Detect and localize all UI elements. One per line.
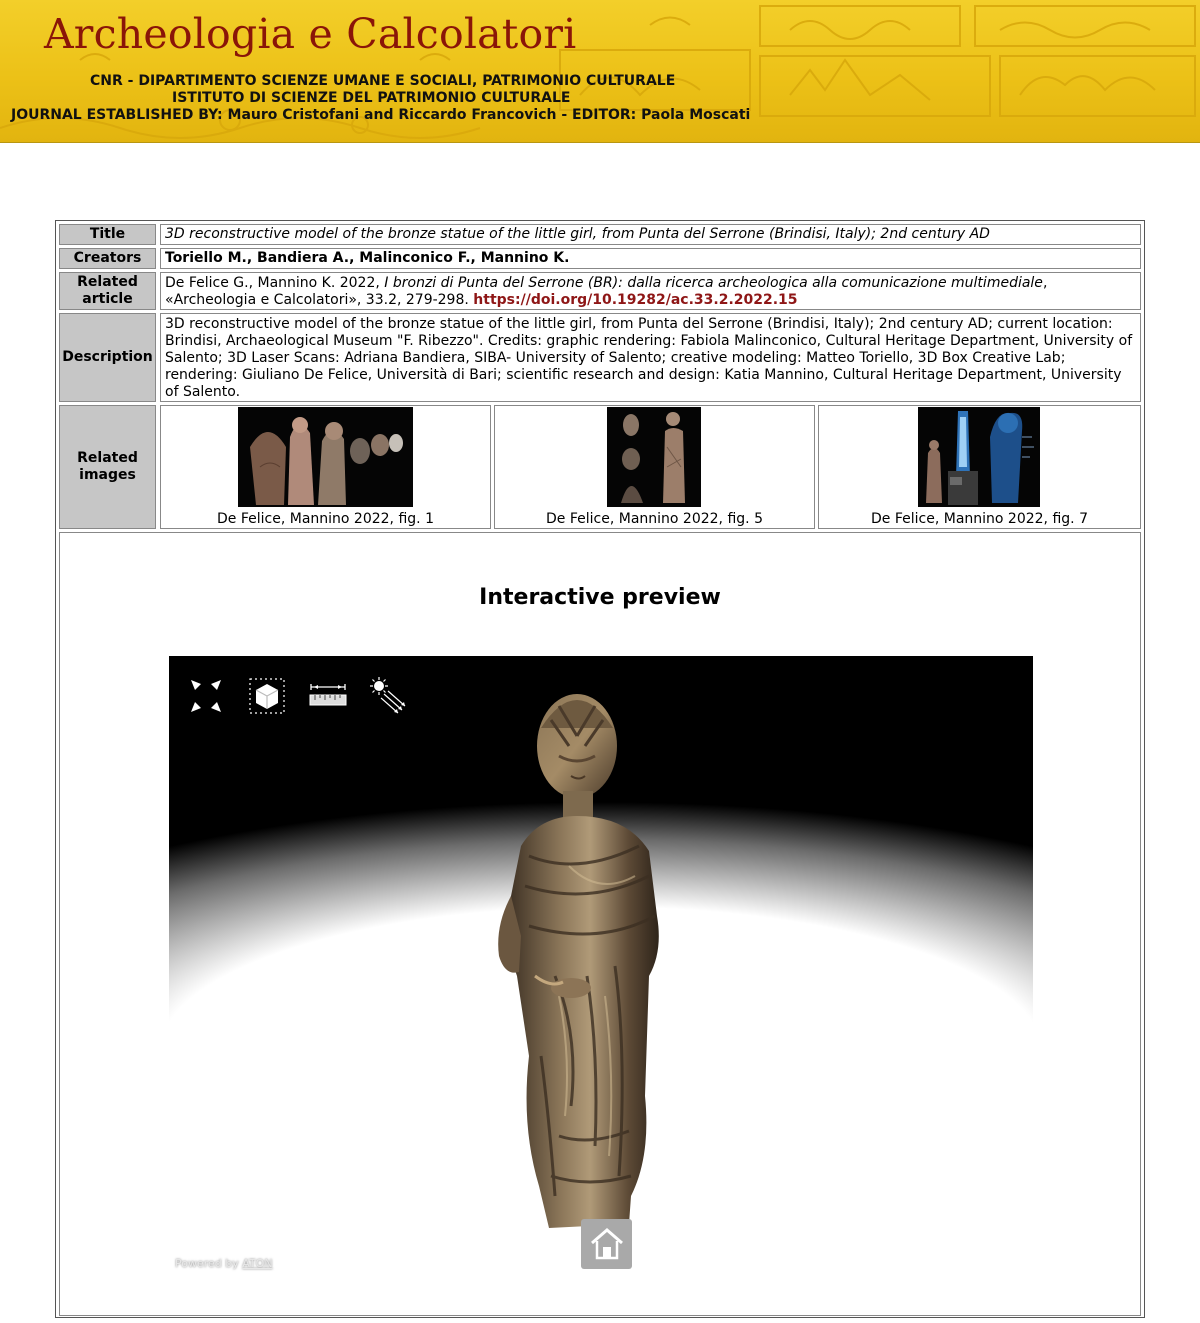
related-image-cell[interactable] (494, 405, 815, 529)
header-department: CNR - DIPARTIMENTO SCIENZE UMANE E SOCIALI, PATRIMONIO CULTURALE (90, 73, 676, 89)
measure-ruler-icon[interactable] (308, 676, 348, 716)
fullscreen-icon[interactable] (186, 676, 226, 716)
journal-title: Archeologia e Calcolatori (44, 10, 577, 58)
interactive-preview-heading: Interactive preview (479, 585, 721, 610)
article-title: I bronzi di Punta del Serrone (BR): dalla ricerca archeologica alla comunicazione multimediale (384, 275, 1043, 291)
header-founders-editor: JOURNAL ESTABLISHED BY: Mauro Cristofani and Riccardo Francovich - EDITOR: Paola Moscati (11, 107, 751, 123)
powered-by-text: Powered by (175, 1257, 243, 1270)
record-table (55, 220, 1145, 1318)
related-image-cell[interactable] (160, 405, 491, 529)
doi-link[interactable]: https://doi.org/10.19282/ac.33.2.2022.15 (473, 292, 798, 308)
reset-view-button[interactable] (581, 1219, 632, 1269)
description-value: 3D reconstructive model of the bronze statue of the little girl, from Punta del Serrone (Brindisi, Italy); 2nd century AD; current location: Brindisi, Archaeological Museum "F. Ribezzo". Credits: graphic rendering: Fabiola Malinconico, Cultural Heritage Department, University of Salento; 3D Laser Scans: Adriana Bandiera, SIBA- University of Salento; creative modeling: Matteo Toriello, 3D Box Creative Lab; rendering: Giuliano De Felice, Università di Bari; scientific research and design: Katia Mannino, Cultural Heritage Department, University of Salento. (160, 313, 1141, 402)
header-institute: ISTITUTO DI SCIENZE DEL PATRIMONIO CULTURALE (172, 90, 571, 106)
title-value: 3D reconstructive model of the bronze statue of the little girl, from Punta del Serrone (Brindisi, Italy); 2nd century AD (160, 224, 1141, 245)
article-authors: De Felice G., Mannino K. 2022, (165, 275, 385, 291)
interactive-preview-cell (59, 532, 1141, 1316)
related-image-cell[interactable] (818, 405, 1141, 529)
creators-value: Toriello M., Bandiera A., Malinconico F., Mannino K. (160, 248, 1141, 269)
related-image-caption: De Felice, Mannino 2022, fig. 1 (217, 511, 434, 527)
creators-label: Creators (59, 248, 156, 269)
3d-viewer-canvas[interactable] (169, 656, 1033, 1270)
home-icon (589, 1228, 625, 1260)
related-image-thumbnail[interactable] (918, 407, 1040, 507)
related-article-label: Related article (59, 272, 156, 310)
related-image-caption: De Felice, Mannino 2022, fig. 7 (871, 511, 1088, 527)
title-label: Title (59, 224, 156, 245)
description-label: Description (59, 313, 156, 402)
aton-link[interactable]: ATON (242, 1257, 273, 1270)
article-journal: , «Archeologia e Calcolatori», 33.2, 279-298. (165, 275, 1048, 308)
powered-by-aton[interactable] (175, 1257, 273, 1270)
related-image-thumbnail[interactable] (607, 407, 701, 507)
related-image-caption: De Felice, Mannino 2022, fig. 5 (546, 511, 763, 527)
bronze-statue-model[interactable] (459, 676, 749, 1236)
related-image-thumbnail[interactable] (238, 407, 413, 507)
related-images-label: Related images (59, 405, 156, 529)
related-article-value (160, 272, 1141, 310)
journal-banner (0, 0, 1200, 143)
view-cube-icon[interactable] (247, 676, 287, 716)
light-direction-icon[interactable] (368, 676, 408, 716)
